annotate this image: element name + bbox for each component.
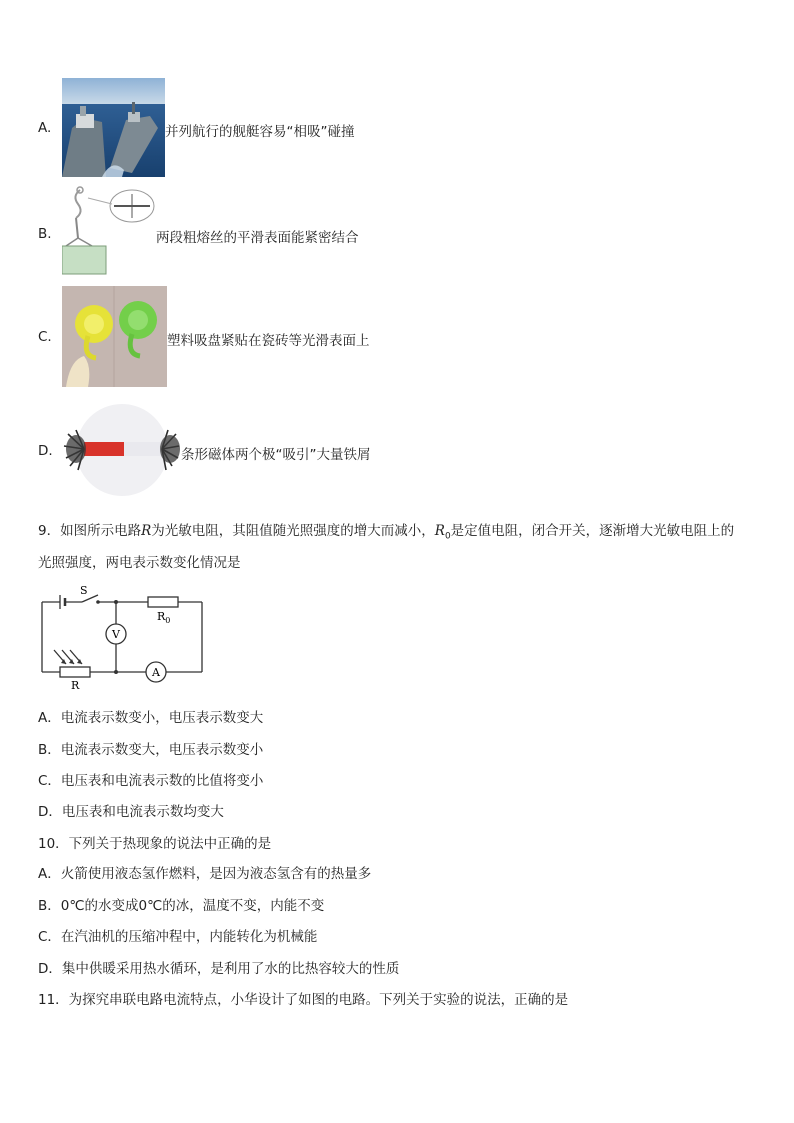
- q10-stem: 10．下列关于热现象的说法中正确的是: [38, 836, 272, 852]
- q8-option-d: [0, 402, 794, 498]
- q8-option-c: [0, 286, 794, 388]
- q8-option-b: [0, 186, 794, 276]
- q10-option-a: A．火箭使用液态氢作燃料，是因为液态氢含有的热量多: [38, 866, 372, 882]
- symbol-r0-sub: 0: [444, 531, 451, 542]
- option-label: D.: [38, 443, 53, 459]
- fuse-wire-image: [62, 186, 156, 276]
- q9-stem-line1: [38, 519, 734, 542]
- option-label: B.: [38, 226, 52, 242]
- photoresistor-label: R: [71, 679, 80, 692]
- symbol-r: R: [141, 523, 152, 539]
- symbol-r0: R: [434, 523, 445, 539]
- option-text: 两段粗熔丝的平滑表面能紧密结合: [156, 230, 359, 246]
- option-text: 塑料吸盘紧贴在瓷砖等光滑表面上: [167, 333, 370, 349]
- voltmeter-label: V: [112, 628, 120, 641]
- q9-option-c: C．电压表和电流表示数的比值将变小: [38, 773, 264, 789]
- option-label: A.: [38, 120, 52, 136]
- photoresistor-circuit-diagram: [36, 582, 208, 692]
- q9-stem-line2: 光照强度，两电表示数变化情况是: [38, 555, 241, 571]
- q9-option-a: A．电流表示数变小，电压表示数变大: [38, 710, 264, 726]
- q9-option-d: D．电压表和电流表示数均变大: [38, 804, 224, 820]
- question-number: 9．: [38, 523, 61, 539]
- option-label: C.: [38, 329, 52, 345]
- stem-text: 是定值电阻，闭合开关，逐渐增大光敏电阻上的: [450, 523, 735, 539]
- stem-text: 为光敏电阻，其阻值随光照强度的增大而减小，: [151, 523, 435, 539]
- bar-magnet-image: [62, 402, 180, 498]
- q8-option-a: [0, 78, 794, 178]
- q10-option-d: D．集中供暖采用热水循环，是利用了水的比热容较大的性质: [38, 961, 400, 977]
- warships-image: [62, 78, 165, 177]
- q10-option-b: B．0℃的水变成0℃的冰，温度不变，内能不变: [38, 898, 325, 914]
- stem-text: 如图所示电路: [60, 523, 142, 539]
- r0-label: $R_0$: [157, 610, 171, 625]
- ammeter-label: A: [152, 666, 160, 679]
- option-text: 条形磁体两个极“吸引”大量铁屑: [181, 447, 371, 463]
- q10-option-c: C．在汽油机的压缩冲程中，内能转化为机械能: [38, 929, 318, 945]
- option-text: 并列航行的舰艇容易“相吸”碰撞: [165, 124, 355, 140]
- q11-stem: 11．为探究串联电路电流特点，小华设计了如图的电路。下列关于实验的说法，正确的是: [38, 992, 569, 1008]
- switch-label: S: [80, 584, 88, 597]
- q9-option-b: B．电流表示数变大，电压表示数变小: [38, 742, 264, 758]
- suction-cup-image: [62, 286, 167, 387]
